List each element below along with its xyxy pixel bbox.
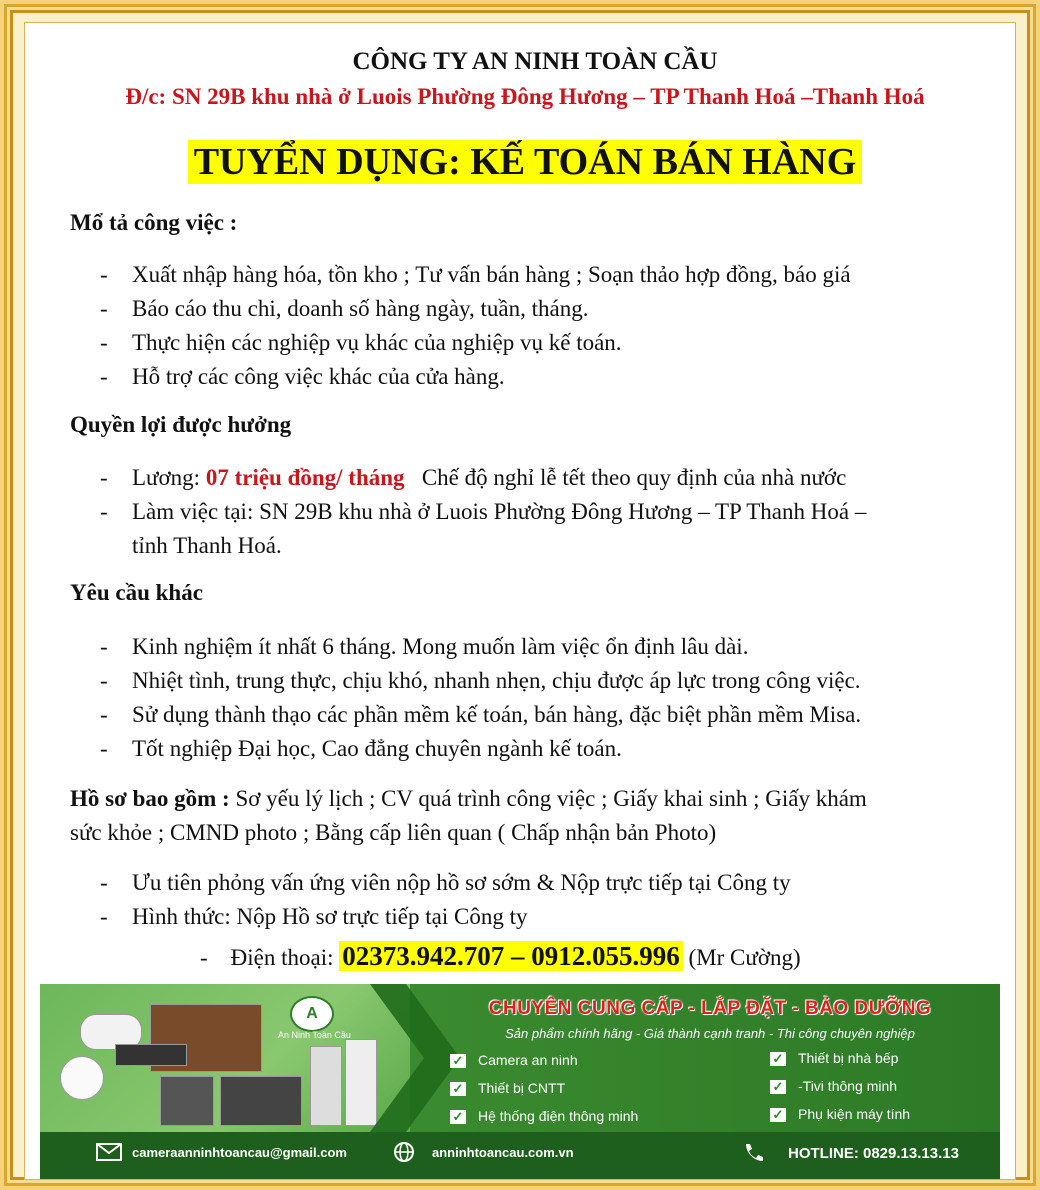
check-icon: ✓ [450, 1082, 466, 1096]
company-name: CÔNG TY AN NINH TOÀN CẦU [352, 48, 718, 75]
feature-item: ✓ Thiết bị nhà bếp [770, 1050, 898, 1066]
title-wrap [70, 140, 980, 184]
benefits-list [100, 461, 866, 563]
advertising-banner [40, 984, 1000, 1179]
list-item: - Nhiệt tình, trung thực, chịu khó, nhanh nhẹn, chịu được áp lực trong công việc. [100, 668, 861, 693]
website-link[interactable]: anninhtoancau.com.vn [432, 1145, 574, 1160]
check-icon: ✓ [450, 1110, 466, 1124]
banner-footer [40, 1132, 1000, 1179]
requirements-heading: Yêu cầu khác [70, 580, 203, 605]
requirements-list [100, 630, 861, 766]
list-item: - Hình thức: Nộp Hồ sơ trực tiếp tại Công ty [100, 904, 528, 929]
list-item: - Kinh nghiệm ít nhất 6 tháng. Mong muốn làm việc ổn định lâu dài. [100, 634, 749, 659]
job-description-list [100, 258, 851, 394]
documents-paragraph: Hồ sơ bao gồm : Sơ yếu lý lịch ; CV quá trình công việc ; Giấy khai sinh ; Giấy khám sức khỏe ; CMND photo ; Bằng cấp liên quan ( Chấp nhận bản Photo) [70, 786, 867, 845]
job-description-heading: Mổ tả công việc : [70, 210, 238, 235]
globe-icon [390, 1141, 418, 1163]
lock-image [310, 1046, 342, 1126]
feature-item: ✓ Thiết bị CNTT [450, 1080, 565, 1096]
recorder-image [115, 1044, 187, 1066]
dome-camera-image [60, 1056, 104, 1100]
check-icon: ✓ [450, 1054, 466, 1068]
phone-icon [740, 1141, 768, 1163]
job-title: TUYỂN DỤNG: KẾ TOÁN BÁN HÀNG [188, 140, 863, 184]
banner-subline: Sản phẩm chính hãng - Giá thành cạnh tranh - Thi công chuyên nghiệp [505, 1026, 915, 1041]
product-collage [40, 984, 410, 1132]
feature-item: ✓ -Tivi thông minh [770, 1078, 897, 1094]
screen-image [220, 1076, 302, 1126]
check-icon: ✓ [770, 1108, 786, 1122]
documents-heading: Hồ sơ bao gồm : [70, 786, 230, 811]
phone-numbers[interactable]: 02373.942.707 – 0912.055.996 [339, 941, 683, 971]
list-item: - Báo cáo thu chi, doanh số hàng ngày, tuần, tháng. [100, 296, 589, 321]
feature-item: ✓ Phụ kiện máy tính [770, 1106, 910, 1122]
list-item: - Ưu tiên phỏng vấn ứng viên nộp hồ sơ sớm & Nộp trực tiếp tại Công ty [100, 870, 791, 895]
list-item: - Xuất nhập hàng hóa, tồn kho ; Tư vấn bán hàng ; Soạn thảo hợp đồng, báo giá [100, 262, 851, 287]
phone-line: - Điện thoại: 02373.942.707 – 0912.055.996 (Mr Cường) [200, 941, 801, 971]
check-icon: ✓ [770, 1052, 786, 1066]
company-logo: A [290, 996, 334, 1032]
list-item: - Tốt nghiệp Đại học, Cao đẳng chuyên ngành kế toán. [100, 736, 622, 761]
feature-item: ✓ Hệ thống điện thông minh [450, 1108, 638, 1124]
email-link[interactable]: cameraanninhtoancau@gmail.com [132, 1145, 347, 1160]
benefits-heading: Quyền lợi được hưởng [70, 412, 292, 437]
list-item: - Thực hiện các nghiệp vụ khác của nghiệp vụ kế toán. [100, 330, 622, 355]
cctv-image [345, 1039, 377, 1126]
hotline[interactable]: HOTLINE: 0829.13.13.13 [788, 1145, 959, 1162]
salary-item: - Lương: 07 triệu đồng/ tháng Chế độ nghỉ lễ tết theo quy định của nhà nước [100, 465, 847, 490]
device-image [160, 1076, 214, 1126]
feature-item: ✓ Camera an ninh [450, 1052, 578, 1068]
company-address: Đ/c: SN 29B khu nhà ở Luois Phường Đông Hương – TP Thanh Hoá –Thanh Hoá [125, 84, 925, 109]
list-item: - Sử dụng thành thạo các phần mềm kế toán, bán hàng, đặc biệt phần mềm Misa. [100, 702, 862, 727]
banner-headline: CHUYÊN CUNG CẤP - LẮP ĐẶT - BẢO DƯỠNG [488, 998, 932, 1019]
mail-icon [95, 1141, 123, 1163]
documents-list [100, 866, 791, 934]
workplace-item: - Làm việc tại: SN 29B khu nhà ở Luois Phường Đông Hương – TP Thanh Hoá – tỉnh Thanh Hoá. [100, 499, 867, 558]
list-item: - Hỗ trợ các công việc khác của cửa hàng. [100, 364, 505, 389]
check-icon: ✓ [770, 1080, 786, 1094]
logo-text: An Ninh Toàn Cầu [278, 1030, 351, 1040]
salary-value: 07 triệu đồng/ tháng [205, 465, 405, 490]
